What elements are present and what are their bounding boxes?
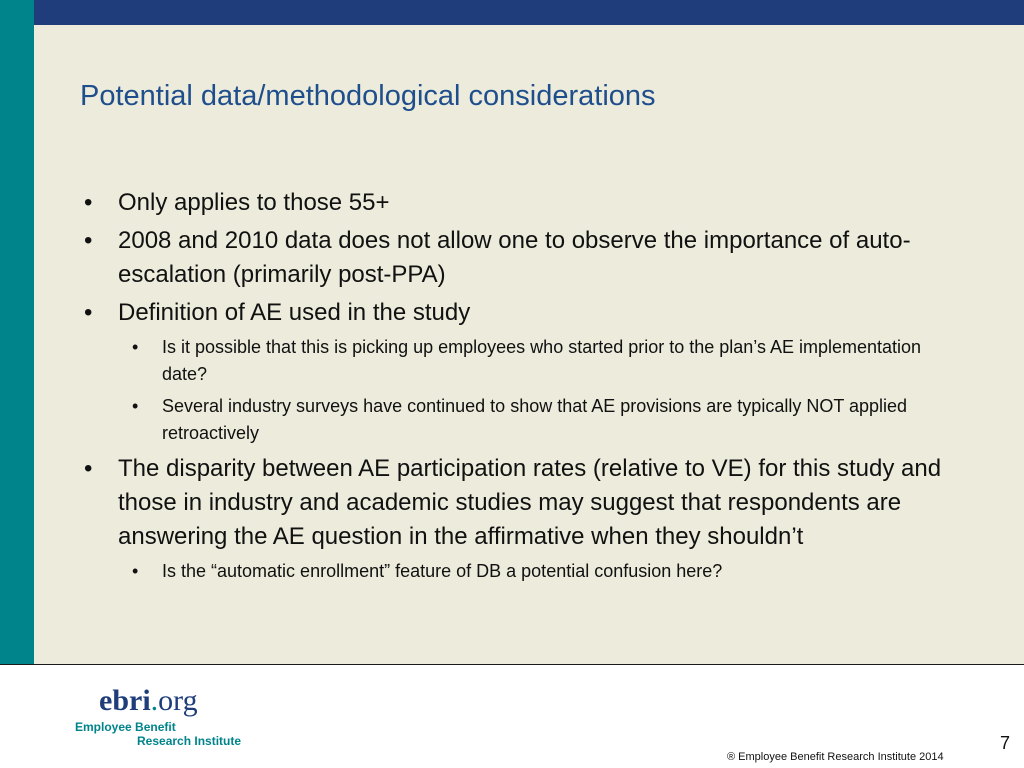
bullet-list [70, 186, 990, 590]
sub-bullet-list [70, 334, 990, 447]
sub-bullet-item: • Several industry surveys have continued to show that AE provisions are typically NOT applied retroactively [70, 393, 990, 447]
sub-bullet-list [70, 558, 990, 585]
logo-wordmark [99, 684, 198, 718]
logo-tagline-line2: Research Institute [137, 734, 242, 748]
left-accent-bar [0, 0, 34, 665]
bullet-item: • Definition of AE used in the study [70, 296, 990, 330]
sub-bullet-item: • Is the “automatic enrollment” feature of DB a potential confusion here? [70, 558, 990, 585]
logo-dot: . [150, 684, 159, 717]
logo-org-text: org [158, 684, 198, 717]
page-number: 7 [1000, 733, 1011, 753]
logo-tagline-line1: Employee Benefit [75, 720, 176, 734]
top-header-bar [34, 0, 1024, 25]
sub-bullet-group [70, 558, 990, 585]
footer-divider [0, 664, 1024, 665]
slide-title: Potential data/methodological considerations [80, 80, 656, 112]
sub-bullet-group [70, 334, 990, 447]
bullet-item: • The disparity between AE participation rates (relative to VE) for this study and those in industry and academic studies may suggest that respondents are answering the AE question in the affirmative when they shouldn’t [70, 452, 990, 554]
bullet-item: • Only applies to those 55+ [70, 186, 990, 220]
bullet-item: • 2008 and 2010 data does not allow one to observe the importance of auto-escalation (primarily post-PPA) [70, 224, 990, 292]
sub-bullet-item: • Is it possible that this is picking up employees who started prior to the plan’s AE implementation date? [70, 334, 990, 388]
ebri-logo [75, 684, 255, 754]
logo-ebri-text: ebri [99, 684, 151, 717]
copyright-notice: ® Employee Benefit Research Institute 2014 [727, 751, 944, 763]
